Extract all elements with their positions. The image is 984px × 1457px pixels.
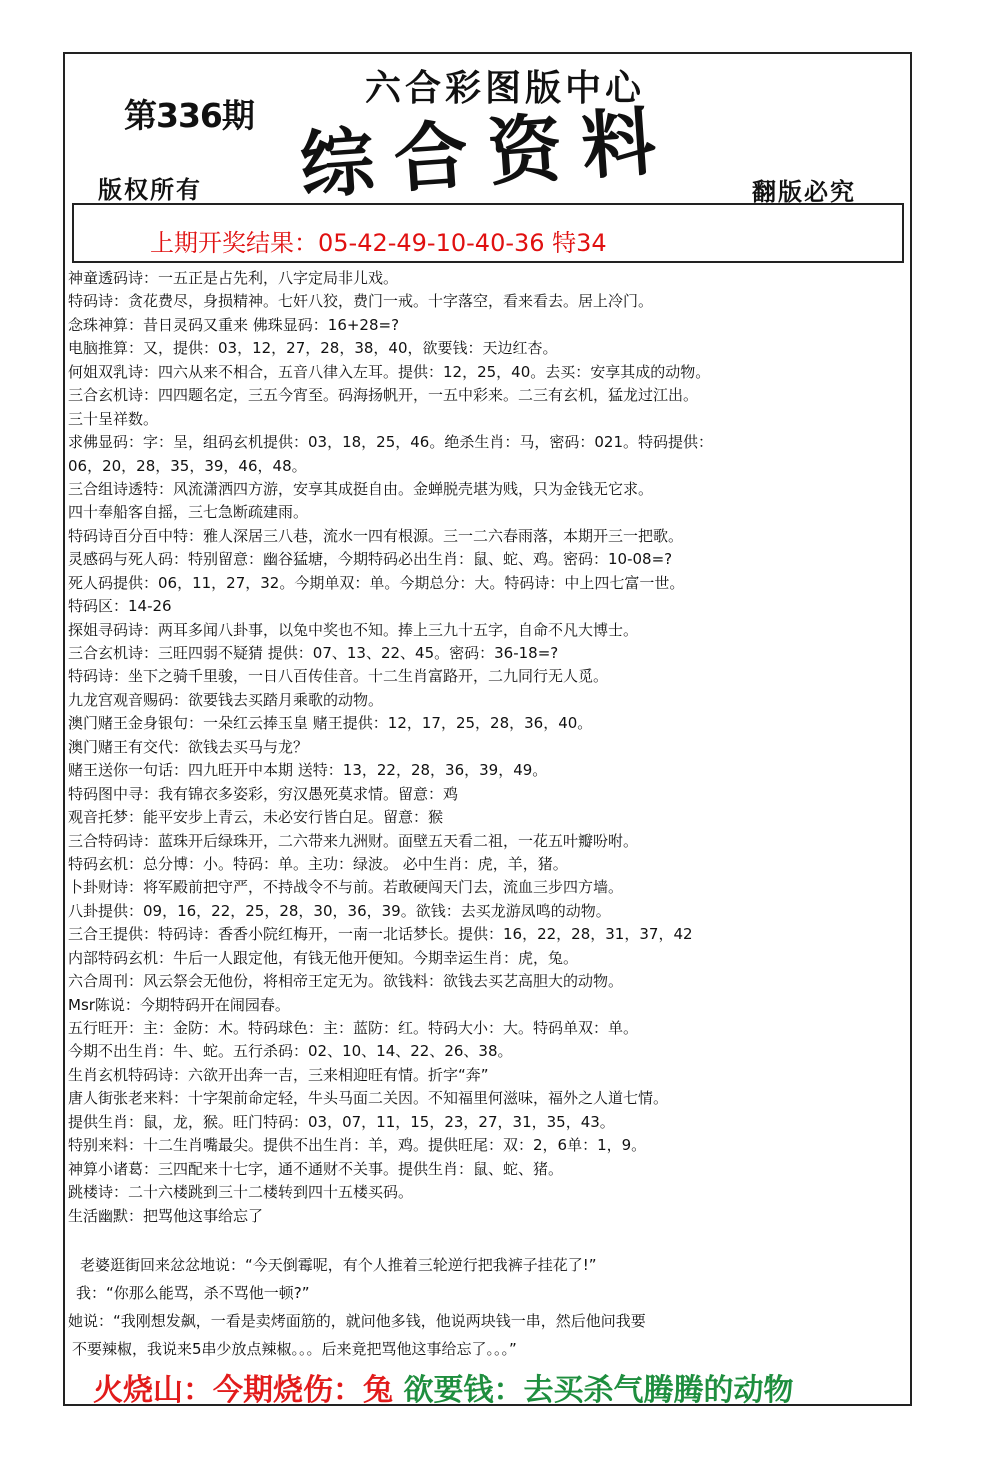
copyright-left: 版权所有	[98, 175, 202, 204]
text-line: 死人码提供：06，11，27，32。今期单双：单。今期总分：大。特码诗：中上四七富一世。	[68, 573, 685, 592]
text-line: 三合玄机诗：三旺四弱不疑猜 提供：07、13、22、45。密码：36-18=?	[68, 644, 559, 662]
text-line: 特码玄机：总分博：小。特码：单。主功：绿波。 必中生肖：虎，羊，猪。	[68, 854, 568, 873]
text-line: 三合组诗透特：风流潇洒四方游，安享其成挺自由。金蝉脱壳堪为贱，只为金钱无它求。	[68, 479, 654, 498]
big-title: 综合资料	[297, 97, 679, 210]
last-result: 上期开奖结果：05-42-49-10-40-36 特34	[150, 229, 607, 257]
text-line: 跳楼诗：二十六楼跳到三十二楼转到四十五楼买码。	[68, 1183, 414, 1202]
text-line: 九龙宫观音赐码：欲要钱去买踏月乘歌的动物。	[68, 690, 384, 709]
text-line: 三合王提供：特码诗：香香小院红梅开，一南一北话梦长。提供：16，22，28，31，37，42	[68, 925, 693, 944]
footer-banner	[93, 1365, 793, 1409]
text-line: 澳门赌王有交代：欲钱去买马与龙？	[68, 737, 309, 756]
text-line: 澳门赌王金身银句：一朵红云捧玉皇 赌王提供：12，17，25，28，36，40。	[68, 714, 593, 733]
text-line: 八卦提供：09，16，22，25，28，30，36，39。欲钱：去买龙游凤鸣的动物。	[68, 901, 611, 920]
issue-number: 第336期	[124, 96, 254, 135]
footer-red-text: 火烧山：今期烧伤：兔	[93, 1373, 393, 1408]
text-line: 五行旺开：主：金防：木。特码球色：主：蓝防：红。特码大小：大。特码单双：单。	[68, 1019, 639, 1037]
center-title: 六合彩图版中心	[365, 67, 646, 109]
text-line: 三合玄机诗：四四题名定，三五今宵至。码海扬帆开，一五中彩来。二三有玄机，猛龙过江出。	[68, 386, 699, 405]
text-line: 唐人街张老来料：十字架前命定轻，牛头马面二关因。不知福里何滋味，福外之人道七情。	[68, 1089, 669, 1108]
text-line: 特码诗：贪花费尽，身损精神。七奸八狡，费门一戒。十字落空，看来看去。居上冷门。	[68, 292, 654, 311]
story-line-4: 不要辣椒，我说来5串少放点辣椒。。。后来竟把骂他这事给忘了。。。”	[72, 1340, 517, 1358]
footer-green-text: 欲要钱：去买杀气腾腾的动物	[403, 1373, 794, 1408]
text-line: 特别来料：十二生肖嘴最尖。提供不出生肖：羊，鸡。提供旺尾：双：2，6单：1，9。	[68, 1136, 647, 1155]
content-lines	[68, 267, 904, 1228]
text-line: 特码图中寻：我有锦衣多姿彩，穷汉愚死莫求情。留意：鸡	[68, 784, 459, 803]
text-line: 探姐寻码诗：两耳多闻八卦事，以兔中奖也不知。捧上三九十五字，自命不凡大博士。	[68, 620, 639, 639]
text-line: 卜卦财诗：将军殿前把守严，不持战令不与前。若敢硬闯天门去，流血三步四方墙。	[68, 878, 624, 897]
text-line: 电脑推算：又，提供：03，12，27，28，38，40，欲要钱：天边红杏。	[68, 339, 558, 358]
copyright-right: 翻版必究	[752, 177, 856, 206]
text-line: 生活幽默：把骂他这事给忘了	[68, 1206, 264, 1225]
text-line: 观音托梦：能平安步上青云，未必安行皆白足。留意：猴	[68, 808, 444, 827]
story-line-3: 她说：“我刚想发飙，一看是卖烤面筋的，就问他多钱，他说两块钱一串，然后他问我要	[68, 1312, 646, 1330]
text-line: 四十奉船客自摇，三七急断疏建雨。	[68, 503, 309, 522]
text-line: 念珠神算：昔日灵码又重来 佛珠显码：16+28=?	[68, 315, 400, 334]
text-line: 求佛显码：字：呈，组码玄机提供：03，18，25，46。绝杀生肖：马，密码：021。特码提供：	[68, 433, 713, 452]
text-line: 特码诗百分百中特：雅人深居三八巷，流水一四有根源。三一二六春雨落，本期开三一把歌。	[68, 526, 684, 545]
text-line: 06，20，28，35，39，46，48。	[68, 456, 307, 475]
text-line: 神童透码诗：一五正是占先利，八字定局非儿戏。	[68, 269, 399, 287]
story-line-2: 我：“你那么能骂，杀不骂他一顿?”	[76, 1284, 310, 1302]
text-line: 何姐双乳诗：四六从来不相合，五音八律入左耳。提供：12，25，40。去买：安享其成的动物。	[68, 362, 711, 381]
text-line: 六合周刊：风云祭会无他份，将相帝王定无为。欲钱料：欲钱去买艺高胆大的动物。	[68, 972, 624, 991]
text-line: Msr陈说：今期特码开在闹园春。	[68, 995, 290, 1014]
text-line: 提供生肖：鼠，龙，猴。旺门特码：03，07，11，15，23，27，31，35，43。	[68, 1112, 615, 1131]
text-line: 三合特码诗：蓝珠开后绿珠开，二六带来九洲财。面壁五天看二祖，一花五叶瓣吩咐。	[68, 831, 639, 850]
text-line: 特码区：14-26	[68, 597, 172, 616]
text-line: 赌王送你一句话：四九旺开中本期 送特：13，22，28，36，39，49。	[68, 761, 548, 780]
text-line: 特码诗：坐下之骑千里骏，一日八百传佳音。十二生肖富路开，二九同行无人觅。	[68, 667, 609, 686]
text-line: 生肖玄机特码诗：六欲开出奔一吉，三来相迎旺有情。折字“奔”	[68, 1065, 489, 1084]
text-line: 灵感码与死人码：特别留意：幽谷猛塘，今期特码必出生肖：鼠、蛇、鸡。密码：10-08=?	[68, 550, 673, 569]
text-line: 神算小诸葛：三四配来十七字，通不通财不关事。提供生肖：鼠、蛇、猪。	[68, 1159, 564, 1178]
text-line: 三十呈祥数。	[68, 409, 159, 428]
story-line-1: 老婆逛街回来忿忿地说：“今天倒霉呢，有个人推着三轮逆行把我裤子挂花了!”	[80, 1256, 597, 1274]
text-line: 今期不出生肖：牛、蛇。五行杀码：02、10、14、22、26、38。	[68, 1042, 513, 1061]
text-line: 内部特码玄机：牛后一人跟定他，有钱无他开便知。今期幸运生肖：虎，兔。	[68, 948, 579, 967]
